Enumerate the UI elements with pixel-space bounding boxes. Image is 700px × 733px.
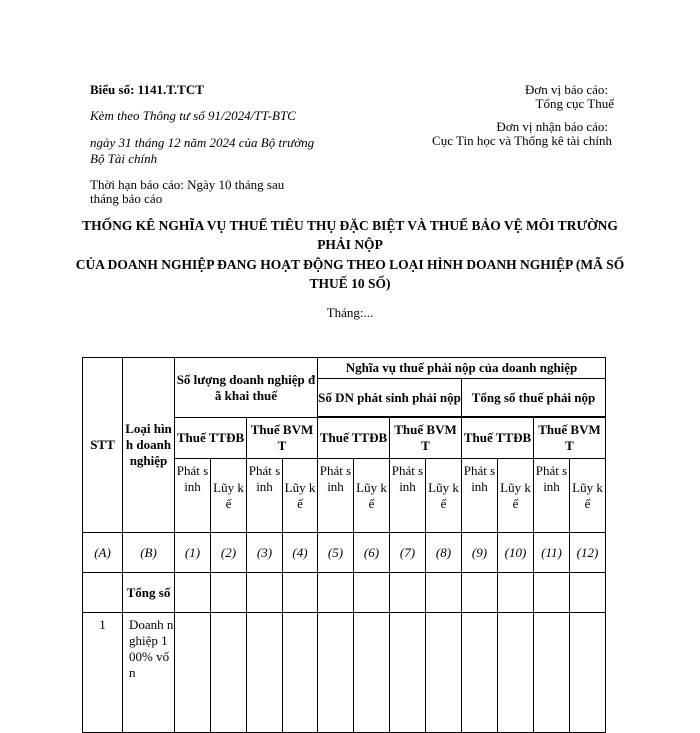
code-cell: (10)	[498, 533, 534, 573]
row-label: Doanh nghiệp 100% vốn	[123, 613, 175, 733]
report-month: Tháng:...	[326, 305, 374, 320]
deadline-line1: Thời hạn báo cáo: Ngày 10 tháng sau	[90, 177, 285, 192]
header-luy-ke: Lũy kế	[570, 459, 606, 533]
issue-date-line2: Bộ Tài chính	[90, 151, 158, 166]
receiver-label: Đơn vị nhận báo cáo:	[496, 119, 608, 134]
header-luy-ke: Lũy kế	[211, 459, 247, 533]
code-cell: (A)	[83, 533, 123, 573]
header-stt: STT	[83, 358, 123, 533]
header-ttdb-1: Thuế TTĐB	[175, 418, 247, 459]
receiver-value: Cục Tin học và Thống kê tài chính	[432, 133, 612, 148]
header-phat-sinh: Phát sinh	[390, 459, 426, 533]
reporter-value: Tổng cục Thuế	[535, 96, 614, 111]
header-phat-sinh: Phát sinh	[247, 459, 283, 533]
code-cell: (2)	[211, 533, 247, 573]
issue-date-line1: ngày 31 tháng 12 năm 2024 của Bộ trưởng	[90, 135, 315, 150]
report-title-line2: CỦA DOANH NGHIỆP ĐANG HOẠT ĐỘNG THEO LOẠI HÌNH DOANH NGHIỆP (MÃ SỐ THUẾ 10 SỐ)	[75, 257, 625, 291]
header-enterprise-type: Loại hình doanh nghiệp	[123, 358, 175, 533]
header-ttdb-2: Thuế TTĐB	[318, 418, 390, 459]
header-luy-ke: Lũy kế	[354, 459, 390, 533]
header-phat-sinh: Phát sinh	[462, 459, 498, 533]
header-phat-sinh: Phát sinh	[318, 459, 354, 533]
header-bvmt-2: Thuế BVMT	[390, 418, 462, 459]
header-luy-ke: Lũy kế	[283, 459, 318, 533]
reporter-label: Đơn vị báo cáo:	[524, 82, 608, 97]
header-dn-arising: Số DN phát sinh phải nộp	[318, 379, 462, 417]
table-row	[83, 613, 606, 733]
header-bvmt-1: Thuế BVMT	[247, 418, 318, 459]
code-cell: (6)	[354, 533, 390, 573]
header-tax-obligation: Nghĩa vụ thuế phải nộp của doanh nghiệp	[318, 358, 606, 379]
circular-reference: Kèm theo Thông tư số 91/2024/TT-BTC	[90, 108, 296, 123]
code-cell: (3)	[247, 533, 283, 573]
table-row	[83, 573, 606, 613]
header-luy-ke: Lũy kế	[498, 459, 534, 533]
code-cell: (B)	[123, 533, 175, 573]
code-cell: (5)	[318, 533, 354, 573]
code-cell: (9)	[462, 533, 498, 573]
row-number: 1	[83, 613, 123, 733]
code-cell: (4)	[283, 533, 318, 573]
header-total-tax: Tổng số thuế phải nộp	[462, 379, 606, 417]
header-enterprise-count: Số lượng doanh nghiệp đã khai thuế	[175, 358, 318, 418]
header-ttdb-3: Thuế TTĐB	[462, 418, 534, 459]
column-code-row	[83, 533, 606, 573]
form-number: Biểu số: 1141.T.TCT	[90, 82, 204, 97]
code-cell: (8)	[426, 533, 462, 573]
code-cell: (11)	[534, 533, 570, 573]
total-label: Tổng số	[123, 573, 175, 613]
code-cell: (1)	[175, 533, 211, 573]
code-cell: (7)	[390, 533, 426, 573]
report-title-line1: THỐNG KÊ NGHĨA VỤ THUẾ TIÊU THỤ ĐẶC BIỆT VÀ THUẾ BẢO VỆ MÔI TRƯỜNG PHẢI NỘP	[82, 218, 618, 252]
header-phat-sinh: Phát sinh	[175, 459, 211, 533]
statistics-table	[82, 357, 606, 733]
header-luy-ke: Lũy kế	[426, 459, 462, 533]
header-phat-sinh: Phát sinh	[534, 459, 570, 533]
deadline-line2: tháng báo cáo	[90, 191, 163, 206]
code-cell: (12)	[570, 533, 606, 573]
header-bvmt-3: Thuế BVMT	[534, 418, 606, 459]
